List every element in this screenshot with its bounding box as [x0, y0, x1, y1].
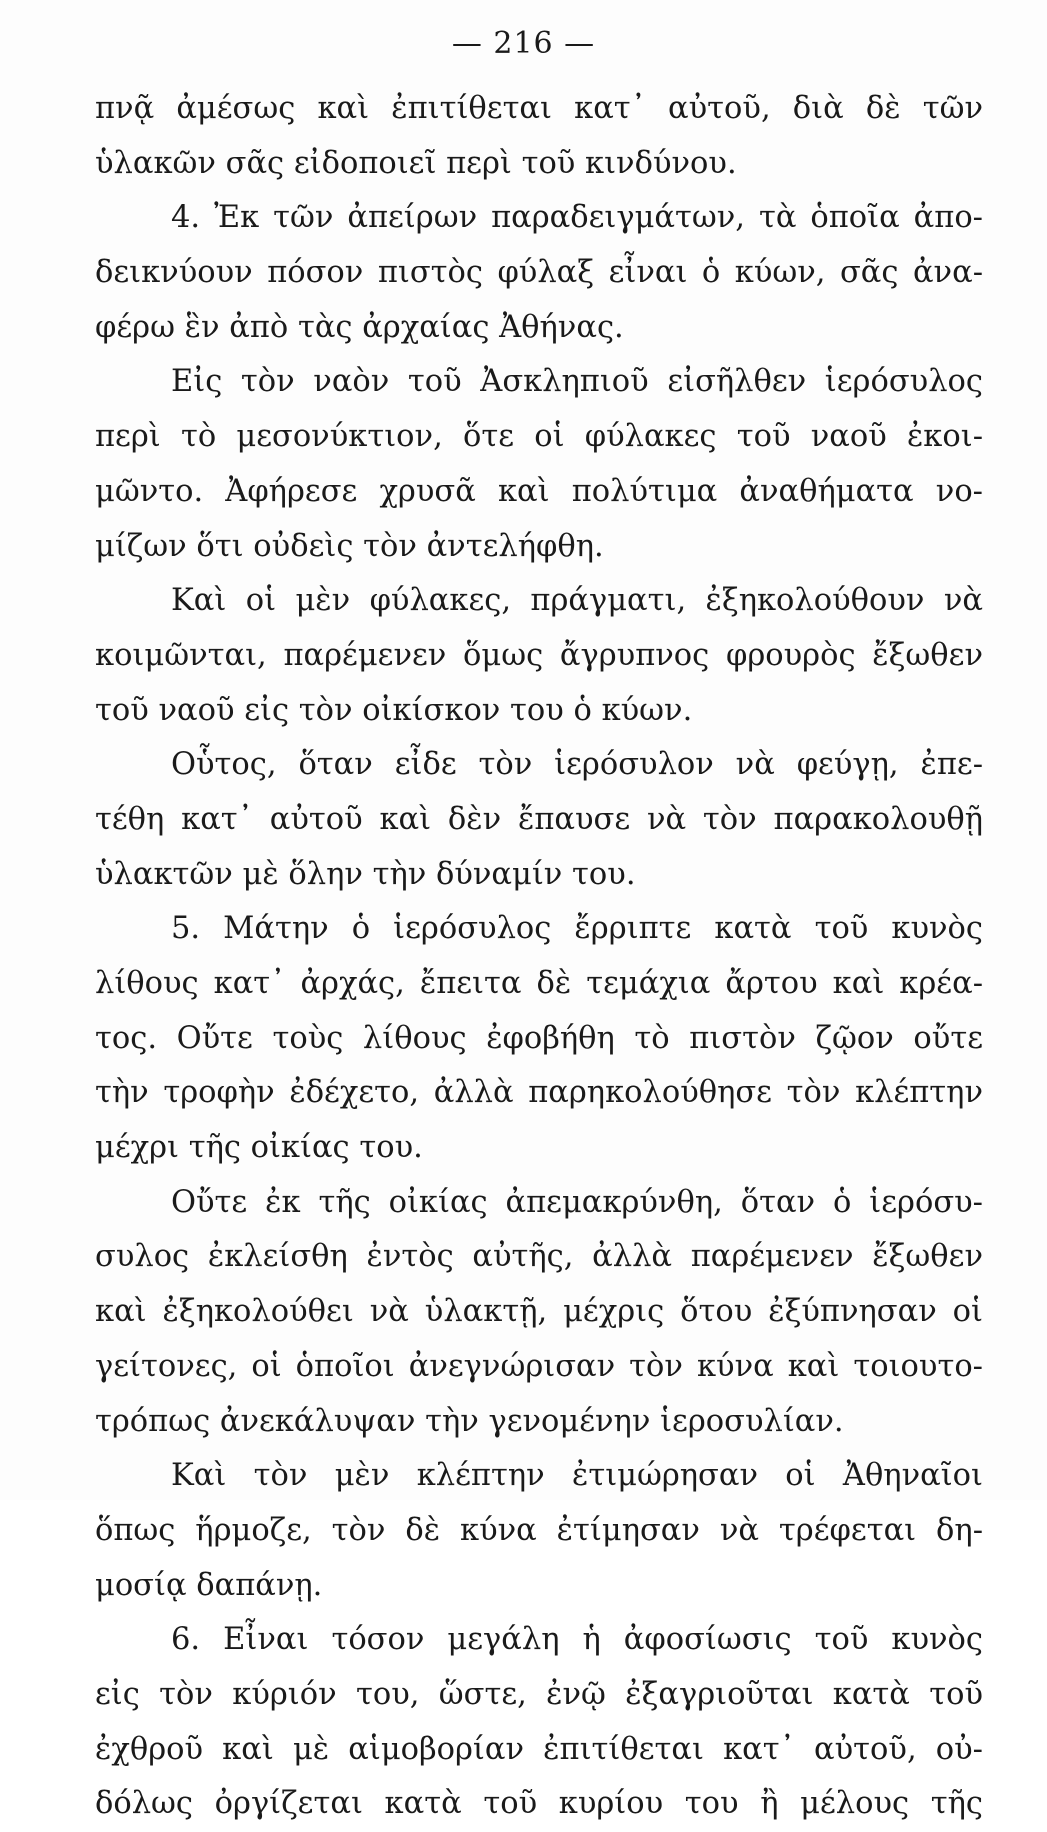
text-line: Καὶ τὸν μὲν κλέπτην ἐτιμώρησαν οἱ Ἀθηναῖοι	[171, 1458, 983, 1494]
text-line: τρόπως ἀνεκάλυψαν τὴν γενομένην ἱεροσυλίαν.	[95, 1403, 844, 1439]
text-line: φέρω ἓν ἀπὸ τὰς ἀρχαίας Ἀθήνας.	[95, 309, 624, 345]
text-line: καὶ ἐξηκολούθει νὰ ὑλακτῇ, μέχρις ὅτου ἐξύπνησαν οἱ	[95, 1294, 983, 1330]
text-line: μοσίᾳ δαπάνῃ.	[95, 1567, 323, 1603]
text-line: πνᾷ ἀμέσως καὶ ἐπιτίθεται κατ᾿ αὐτοῦ, διὰ δὲ τῶν	[95, 91, 983, 126]
text-line: 6. Εἶναι τόσον μεγάλη ἡ ἀφοσίωσις τοῦ κυνὸς	[171, 1622, 983, 1658]
text-line: 4. Ἐκ τῶν ἀπείρων παραδειγμάτων, τὰ ὁποῖα ἀπο-	[171, 200, 983, 236]
text-line: τέθη κατ᾿ αὐτοῦ καὶ δὲν ἔπαυσε νὰ τὸν παρακολουθῇ	[95, 801, 983, 837]
page-number: — 216 —	[451, 26, 596, 61]
text-line: Εἰς τὸν ναὸν τοῦ Ἀσκληπιοῦ εἰσῆλθεν ἱερόσυλος	[171, 364, 983, 400]
text-line: λίθους κατ᾿ ἀρχάς, ἔπειτα δὲ τεμάχια ἄρτου καὶ κρέα-	[95, 966, 983, 1001]
text-line: ἐχθροῦ καὶ μὲ αἱμοβορίαν ἐπιτίθεται κατ᾿ αὐτοῦ, οὐ-	[95, 1731, 983, 1767]
text-line: εἰς τὸν κύριόν του, ὥστε, ἐνῷ ἐξαγριοῦται κατὰ τοῦ	[95, 1676, 983, 1712]
text-line: ὑλακῶν σᾶς εἰδοποιεῖ περὶ τοῦ κινδύνου.	[95, 145, 737, 181]
text-line: ὑλακτῶν μὲ ὅλην τὴν δύναμίν του.	[95, 856, 636, 892]
text-line: τὴν τροφὴν ἐδέχετο, ἀλλὰ παρηκολούθησε τὸν κλέπτην	[95, 1075, 983, 1111]
text-line: κοιμῶνται, παρέμενεν ὅμως ἄγρυπνος φρουρὸς ἔξωθεν	[95, 637, 983, 673]
text-line: Καὶ οἱ μὲν φύλακες, πράγματι, ἐξηκολούθουν νὰ	[171, 583, 983, 619]
text-line: 5. Μάτην ὁ ἱερόσυλος ἔρριπτε κατὰ τοῦ κυνὸς	[171, 911, 983, 947]
text-line: μέχρι τῆς οἰκίας του.	[95, 1130, 423, 1166]
text-line: περὶ τὸ μεσονύκτιον, ὅτε οἱ φύλακες τοῦ ναοῦ ἐκοι-	[95, 419, 983, 455]
text-line: δόλως ὀργίζεται κατὰ τοῦ κυρίου του ἢ μέλους τῆς	[95, 1786, 983, 1822]
text-line: ὅπως ἥρμοζε, τὸν δὲ κύνα ἐτίμησαν νὰ τρέφεται δη-	[95, 1512, 983, 1548]
text-line: Οὔτε ἐκ τῆς οἰκίας ἀπεμακρύνθη, ὅταν ὁ ἱερόσυ-	[171, 1184, 983, 1220]
text-line: δεικνύουν πόσον πιστὸς φύλαξ εἶναι ὁ κύων, σᾶς ἀνα-	[95, 255, 983, 291]
text-line: μίζων ὅτι οὐδεὶς τὸν ἀντελήφθη.	[95, 528, 604, 564]
text-line: συλος ἐκλείσθη ἐντὸς αὐτῆς, ἀλλὰ παρέμενεν ἔξωθεν	[95, 1239, 983, 1275]
text-line: τος. Οὔτε τοὺς λίθους ἐφοβήθη τὸ πιστὸν ζῷον οὔτε	[95, 1020, 983, 1056]
text-line: γείτονες, οἱ ὁποῖοι ἀνεγνώρισαν τὸν κύνα καὶ τοιουτο-	[95, 1348, 983, 1384]
text-line: μῶντο. Ἀφήρεσε χρυσᾶ καὶ πολύτιμα ἀναθήματα νο-	[95, 473, 983, 509]
text-line: τοῦ ναοῦ εἰς τὸν οἰκίσκον του ὁ κύων.	[95, 692, 693, 728]
text-line: Οὗτος, ὅταν εἶδε τὸν ἱερόσυλον νὰ φεύγῃ, ἐπε-	[171, 747, 983, 783]
body-text	[95, 82, 983, 1832]
